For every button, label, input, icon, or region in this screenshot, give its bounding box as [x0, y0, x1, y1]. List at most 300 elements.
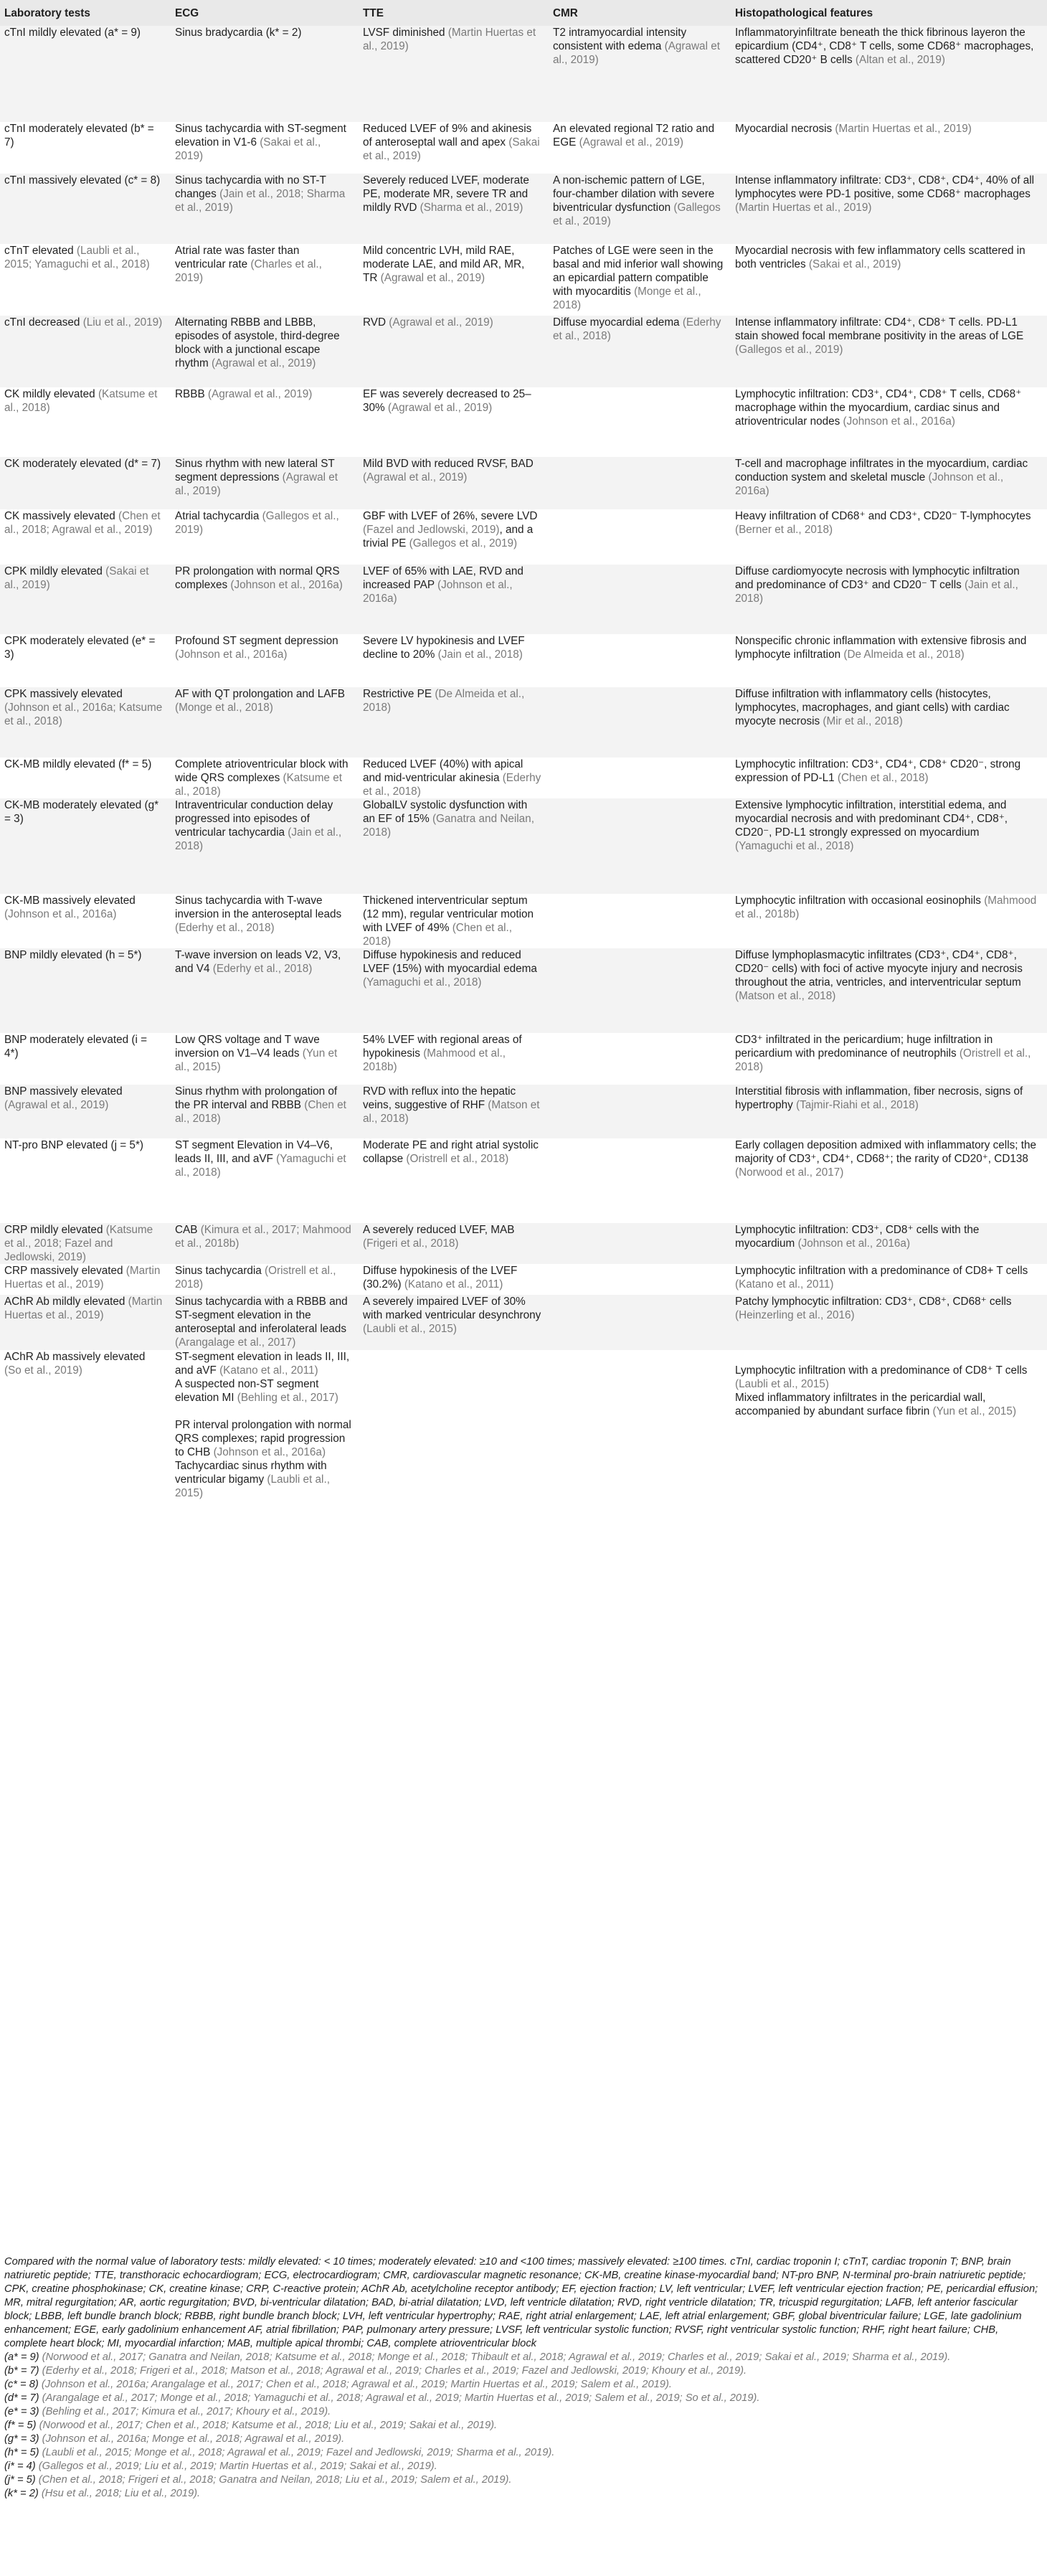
cell-text: Atrial rate was faster than ventricular rate	[175, 245, 300, 270]
cell-text: Diffuse cardiomyocyte necrosis with lymphocytic infiltration and predominance of CD3⁺ and CD20⁻ T cells	[735, 565, 1020, 591]
footnote-refs: (Arangalage et al., 2017; Monge et al., 2018; Yamaguchi et al., 2018; Agrawal et al., 2019; Martin Huertas et al., 2019; Salem et al., 2019; So et al., 2019).	[42, 2392, 760, 2404]
cell-text: Diffuse lymphoplasmacytic infiltrates (CD3⁺, CD4⁺, CD8⁺, CD20⁻ cells) with foci of active myocyte injury and necrosis throughout the atria, ventricles, and interventricular septum	[735, 949, 1023, 989]
citation: (Yamaguchi et al., 2018)	[735, 840, 854, 852]
cell-text: Sinus tachycardia with a RBBB and ST-segment elevation in the anteroseptal and inferolateral leads	[175, 1296, 348, 1335]
cmr-cell	[549, 798, 731, 894]
abbreviations-note: Compared with the normal value of laboratory tests: mildly elevated: < 10 times; moderately elevated: ≥10 and <100 times; massively elevated: ≥100 times. cTnI, cardiac troponin I; cTnT, cardiac troponin T; BNP, brain natriuretic peptide; TTE, transthoracic echocardiogram; ECG, electrocardiogram; CMR, cardiovascular magnetic resonance; CK-MB, creatine kinase-myocardial band; NT-pro BNP, N-terminal pro-brain natriuretic peptide; CPK, creatine phosphokinase; CK, creatine kinase; CRP, C-reactive protein; AChR Ab, acetylcholine receptor antibody; EF, ejection fraction; LV, left ventricular; LVEF, left ventricular ejection fraction; PE, pericardial effusion; MR, mitral regurgitation; AR, aortic regurgitation; BVD, bi-ventricular dilatation; BAD, bi-atrial dilatation; LVD, left ventricle dilatation; RVD, right ventricle dilatation; TR, tricuspid regurgitation; LAFB, left anterior fascicular block; LBBB, left bundle branch block; RBBB, right bundle branch block; LVH, left ventricular hypertrophy; RAE, right atrial enlargement; LAE, left atrial enlargement; GBF, global biventricular failure; LGE, late gadolinium enhancement; EGE, early gadolinium enhancement AF, atrial fibrillation; PAP, pulmonary artery pressure; LVSF, left ventricular systolic function; RVSF, right ventricular systolic function; RHF, right heart failure; CHB, complete heart block; MI, myocardial infarction; MAB, multiple apical thrombi; CAB, complete atrioventricular block	[4, 2256, 1038, 2349]
ecg-cell	[171, 894, 359, 948]
citation: (Matson et al., 2018)	[363, 1099, 540, 1125]
ecg-cell	[171, 1223, 359, 1264]
histopathology-cell	[731, 509, 1047, 565]
cell-text: A severely reduced LVEF, MAB	[363, 1224, 515, 1236]
footnote-refs: (Johnson et al., 2016a; Monge et al., 2018; Agrawal et al., 2019).	[42, 2433, 345, 2445]
cmr-cell	[549, 758, 731, 798]
lab-test-cell	[0, 26, 171, 122]
cell-text: LVSF diminished	[363, 27, 445, 39]
cell-text: Diffuse hypokinesis of the LVEF (30.2%)	[363, 1265, 518, 1291]
header-tte: TTE	[359, 0, 549, 26]
cell-text: AChR Ab massively elevated	[4, 1351, 146, 1363]
citation: (Johnson et al., 2016a; Katsume et al., 2018)	[4, 702, 163, 727]
cell-text: Mild concentric LVH, mild RAE, moderate LAE, and mild AR, MR, TR	[363, 245, 525, 284]
cell-text: CK moderately elevated (d* = 7)	[4, 458, 161, 470]
citation: (Agrawal et al., 2019)	[380, 272, 485, 284]
ecg-cell	[171, 798, 359, 894]
cell-text: GlobalLV systolic dysfunction with an EF of 15%	[363, 799, 528, 825]
footnote-refs: (Laubli et al., 2015; Monge et al., 2018; Agrawal et al., 2019; Fazel and Jedlowski, 2019; Sharma et al., 2019).	[42, 2447, 555, 2458]
citation: (Ederhy et al., 2018)	[553, 316, 721, 342]
cell-text: Thickened interventricular septum (12 mm), regular ventricular motion with LVEF of 49%	[363, 895, 534, 934]
footnote-item	[4, 2487, 1041, 2501]
cell-text: A non-ischemic pattern of LGE, four-chamber dilation with severe biventricular dysfunction	[553, 174, 715, 214]
citation: (Katano et al., 2011)	[219, 1364, 318, 1377]
tte-cell	[359, 316, 549, 387]
citation: (Sakai et al., 2019)	[363, 136, 540, 162]
cell-text: Sinus rhythm with prolongation of the PR interval and RBBB	[175, 1085, 338, 1111]
cmr-cell	[549, 894, 731, 948]
lab-test-cell	[0, 948, 171, 1033]
citation: (De Almeida et al., 2018)	[363, 688, 525, 714]
cell-text: CPK moderately elevated (e* = 3)	[4, 635, 156, 661]
citation: (Martin Huertas et al., 2019)	[735, 202, 872, 214]
cmr-cell	[549, 565, 731, 634]
cell-block	[735, 1350, 1040, 1364]
lab-test-cell	[0, 758, 171, 798]
citation: (Tajmir-Riahi et al., 2018)	[796, 1099, 919, 1111]
tte-cell	[359, 1295, 549, 1350]
cmr-cell	[549, 387, 731, 457]
cell-text: Intense inflammatory infiltrate: CD4⁺, CD8⁺ T cells. PD-L1 stain showed focal membrane positivity in the areas of LGE	[735, 316, 1024, 342]
histopathology-cell	[731, 948, 1047, 1033]
cell-text: cTnI decreased	[4, 316, 80, 329]
citation: (Monge et al., 2018)	[553, 286, 701, 311]
ecg-cell	[171, 244, 359, 316]
citation: (Johnson et al., 2016a)	[213, 1446, 326, 1458]
cell-text: 54% LVEF with regional areas of hypokinesis	[363, 1034, 522, 1060]
citation: (Yun et al., 2015)	[932, 1405, 1017, 1417]
citation: (Agrawal et al., 2019)	[4, 1099, 109, 1111]
citation: (Johnson et al., 2016a)	[230, 579, 343, 591]
cmr-cell	[549, 457, 731, 509]
tte-cell	[359, 758, 549, 798]
cell-text: Profound ST segment depression	[175, 635, 338, 647]
ecg-cell	[171, 1033, 359, 1085]
citation: (Ederhy et al., 2018)	[175, 922, 275, 934]
ecg-cell	[171, 758, 359, 798]
cell-text: CPK mildly elevated	[4, 565, 103, 577]
table-row	[0, 798, 1047, 894]
footnote-item	[4, 2419, 1041, 2433]
citation: (Berner et al., 2018)	[735, 524, 833, 536]
lab-test-cell	[0, 244, 171, 316]
cell-text: BNP mildly elevated (h = 5*)	[4, 949, 142, 961]
footnote-item	[4, 2351, 1041, 2364]
citation: (Johnson et al., 2016a)	[843, 415, 955, 428]
histopathology-cell	[731, 894, 1047, 948]
citation: (Yamaguchi et al., 2018)	[175, 1153, 346, 1179]
citation: (Johnson et al., 2016a)	[735, 471, 1004, 497]
footnote-key: (f* = 5)	[4, 2420, 37, 2431]
tte-cell	[359, 687, 549, 758]
tte-cell	[359, 26, 549, 122]
cell-text: Tachycardiac sinus rhythm with ventricular bigamy	[175, 1460, 327, 1486]
citation: (Fazel and Jedlowski, 2019)	[363, 524, 500, 536]
tte-cell	[359, 1350, 549, 1500]
cell-text: PR prolongation with normal QRS complexes	[175, 565, 340, 591]
cell-text: Intense inflammatory infiltrate: CD3⁺, CD8⁺, CD4⁺, 40% of all lymphocytes were PD-1 positive, some CD68⁺ macrophages	[735, 174, 1034, 200]
cell-text: CRP massively elevated	[4, 1265, 123, 1277]
cell-text: A suspected non-ST segment elevation MI	[175, 1378, 319, 1404]
citation: (Oristrell et al., 2018)	[175, 1265, 336, 1291]
citation: (Liu et al., 2019)	[82, 316, 163, 329]
table-row	[0, 1295, 1047, 1350]
table-row	[0, 687, 1047, 758]
cell-text: An elevated regional T2 ratio and EGE	[553, 123, 715, 148]
cell-text: CRP mildly elevated	[4, 1224, 103, 1236]
cell-block	[735, 1364, 1040, 1391]
tte-cell	[359, 244, 549, 316]
cell-text: Atrial tachycardia	[175, 510, 260, 522]
cell-text: Severe LV hypokinesis and LVEF decline to 20%	[363, 635, 525, 661]
ecg-cell	[171, 387, 359, 457]
cell-text: T2 intramyocardial intensity consistent with edema	[553, 27, 687, 52]
histopathology-cell	[731, 316, 1047, 387]
citation: (Norwood et al., 2017)	[735, 1166, 844, 1179]
cell-text: Sinus tachycardia with ST-segment elevation in V1-6	[175, 123, 346, 148]
table-row	[0, 1223, 1047, 1264]
lab-test-cell	[0, 387, 171, 457]
cell-text: A severely impaired LVEF of 30% with marked ventricular desynchrony	[363, 1296, 541, 1321]
citation: (Oristrell et al., 2018)	[406, 1153, 509, 1165]
citation: (Yamaguchi et al., 2018)	[363, 976, 482, 989]
citation: (Arangalage et al., 2017)	[175, 1336, 296, 1349]
citation: (Monge et al., 2018)	[175, 702, 273, 714]
citation: (Gallegos et al., 2019)	[735, 344, 843, 356]
citation: (Agrawal et al., 2019)	[579, 136, 683, 148]
table-row	[0, 894, 1047, 948]
citation: (Martin Huertas et al., 2019)	[4, 1296, 163, 1321]
cell-text: Intraventricular conduction delay progressed into episodes of ventricular tachycardia	[175, 799, 333, 839]
cell-text: Complete atrioventricular block with wide QRS complexes	[175, 758, 349, 784]
table-row	[0, 565, 1047, 634]
table-row	[0, 509, 1047, 565]
citation: (Matson et al., 2018)	[735, 990, 836, 1002]
citation: (Jain et al., 2018)	[437, 648, 523, 661]
cell-text: Mixed inflammatory infiltrates in the pericardial wall, accompanied by abundant surface fibrin	[735, 1392, 986, 1417]
citation: (Laubli et al., 2015)	[363, 1323, 457, 1335]
histopathology-cell	[731, 1033, 1047, 1085]
citation: (Sakai et al., 2019)	[175, 136, 321, 162]
citation: (Agrawal et al., 2019)	[363, 471, 468, 483]
cell-text: Heavy infiltration of CD68⁺ and CD3⁺, CD20⁻ T-lymphocytes	[735, 510, 1031, 522]
lab-test-cell	[0, 565, 171, 634]
histopathology-cell	[731, 244, 1047, 316]
lab-test-cell	[0, 1350, 171, 1500]
cell-text: PR interval prolongation with normal QRS complexes; rapid progression to CHB	[175, 1419, 351, 1458]
footnote-item	[4, 2473, 1041, 2487]
cmr-cell	[549, 1350, 731, 1500]
cell-text: NT-pro BNP elevated (j = 5*)	[4, 1139, 143, 1151]
cell-text: cTnI mildly elevated (a* = 9)	[4, 27, 141, 39]
tte-cell	[359, 387, 549, 457]
citation: (Gallegos et al., 2019)	[409, 537, 518, 549]
cell-text: Sinus rhythm with new lateral ST segment depressions	[175, 458, 335, 483]
lab-test-cell	[0, 1033, 171, 1085]
cell-text: CK-MB massively elevated	[4, 895, 136, 907]
table-row	[0, 244, 1047, 316]
citation: (Katano et al., 2011)	[735, 1278, 834, 1291]
cell-text: CK-MB moderately elevated (g* = 3)	[4, 799, 159, 825]
cell-text: Lymphocytic infiltration: CD3⁺, CD4⁺, CD8⁺ T cells, CD68⁺ macrophage within the myocardium, cardiac sinus and atrioventricular nodes	[735, 388, 1022, 428]
histopathology-cell	[731, 26, 1047, 122]
cell-text: Diffuse infiltration with inflammatory cells (histocytes, lymphocytes, macrophages, and giant cells) with cardiac myocyte necrosis	[735, 688, 1010, 727]
footnote-key: (i* = 4)	[4, 2461, 36, 2472]
footnote-key: (a* = 9)	[4, 2351, 39, 2363]
footnote-item	[4, 2392, 1041, 2405]
tte-cell	[359, 457, 549, 509]
cell-text: CAB	[175, 1224, 198, 1236]
cell-text: Early collagen deposition admixed with inflammatory cells; the majority of CD3⁺, CD4⁺, CD68⁺; the rarity of CD20⁺, CD138	[735, 1139, 1037, 1165]
citation: (Agrawal et al., 2019)	[553, 40, 720, 66]
tte-cell	[359, 1033, 549, 1085]
cell-text: LVEF of 65% with LAE, RVD and increased PAP	[363, 565, 524, 591]
cell-block	[735, 1391, 1040, 1418]
lab-test-cell	[0, 894, 171, 948]
histopathology-cell	[731, 1085, 1047, 1138]
footnote-refs: (Ederhy et al., 2018; Frigeri et al., 2018; Matson et al., 2018; Agrawal et al., 2019; Charles et al., 2019; Fazel and Jedlowski, 2019; Khoury et al., 2019).	[42, 2365, 747, 2377]
tte-cell	[359, 948, 549, 1033]
citation: (So et al., 2019)	[4, 1364, 82, 1377]
citation: (Martin Huertas et al., 2019)	[835, 123, 972, 135]
citation: (Sakai et al., 2019)	[808, 258, 901, 270]
histopathology-cell	[731, 798, 1047, 894]
cell-text: Patches of LGE were seen in the basal and mid inferior wall showing an epicardial pattern compatible with myocarditis	[553, 245, 724, 298]
footnote-refs: (Norwood et al., 2017; Chen et al., 2018; Katsume et al., 2018; Liu et al., 2019; Sakai et al., 2019).	[39, 2420, 498, 2431]
citation: (Johnson et al., 2016a)	[363, 579, 513, 605]
citation: (Chen et al., 2018)	[363, 922, 513, 948]
histopathology-cell	[731, 122, 1047, 174]
cell-text: RBBB	[175, 388, 205, 400]
lab-test-cell	[0, 798, 171, 894]
citation: (Sakai et al., 2019)	[4, 565, 149, 591]
cell-text: , and a trivial PE	[363, 524, 534, 549]
tte-cell	[359, 1223, 549, 1264]
lab-test-cell	[0, 174, 171, 244]
citation: (Agrawal et al., 2019)	[389, 316, 493, 329]
cmr-cell	[549, 26, 731, 122]
cell-text: Reduced LVEF (40%) with apical and mid-ventricular akinesia	[363, 758, 524, 784]
ecg-cell	[171, 687, 359, 758]
cmr-cell	[549, 634, 731, 687]
citation: (Johnson et al., 2016a)	[175, 648, 288, 661]
footnote-item	[4, 2364, 1041, 2378]
cell-text: EF was severely decreased to 25–30%	[363, 388, 531, 414]
cell-text: Low QRS voltage and T wave inversion on V1–V4 leads	[175, 1034, 320, 1060]
footnote-key: (g* = 3)	[4, 2433, 39, 2445]
citation: (Charles et al., 2019)	[175, 258, 322, 284]
cmr-cell	[549, 509, 731, 565]
footnote-item	[4, 2433, 1041, 2446]
citation: (Ederhy et al., 2018)	[363, 772, 541, 798]
citation: (Yun et al., 2015)	[175, 1047, 338, 1073]
cell-block	[175, 1459, 351, 1500]
histopathology-cell	[731, 1138, 1047, 1223]
tte-cell	[359, 894, 549, 948]
cell-text: Lymphocytic infiltration: CD3⁺, CD4⁺, CD8⁺ CD20⁻, strong expression of PD-L1	[735, 758, 1021, 784]
citation: (Agrawal et al., 2019)	[387, 402, 493, 414]
cmr-cell	[549, 174, 731, 244]
histopathology-cell	[731, 565, 1047, 634]
cell-text: T-wave inversion on leads V2, V3, and V4	[175, 949, 341, 975]
ecg-cell	[171, 509, 359, 565]
cell-text: Reduced LVEF of 9% and akinesis of anteroseptal wall and apex	[363, 123, 532, 148]
footnote-item	[4, 2460, 1041, 2473]
table-row	[0, 26, 1047, 122]
citation: (Kimura et al., 2017; Mahmood et al., 2018b)	[175, 1224, 351, 1250]
citation: (Chen et al., 2018)	[837, 772, 929, 784]
citation: (Martin Huertas et al., 2019)	[363, 27, 536, 52]
cell-text: Lymphocytic infiltration with a predominance of CD8⁺ T cells	[735, 1364, 1028, 1377]
cell-block	[175, 1418, 351, 1459]
histopathology-cell	[731, 387, 1047, 457]
header-ecg: ECG	[171, 0, 359, 26]
citation: (Laubli et al., 2015)	[175, 1473, 330, 1499]
cmr-cell	[549, 687, 731, 758]
cell-text: CD3⁺ infiltrated in the pericardium; huge infiltration in pericardium with predominance of neutrophils	[735, 1034, 993, 1060]
citation: (Agrawal et al., 2019)	[175, 471, 338, 497]
lab-test-cell	[0, 509, 171, 565]
cmr-cell	[549, 1085, 731, 1138]
table-row	[0, 1138, 1047, 1223]
cell-block	[175, 1377, 351, 1405]
citation: (Martin Huertas et al., 2019)	[4, 1265, 161, 1291]
cell-text: Diffuse hypokinesis and reduced LVEF (15%) with myocardial edema	[363, 949, 537, 975]
table-header-row	[0, 0, 1047, 26]
histopathology-cell	[731, 174, 1047, 244]
tte-cell	[359, 565, 549, 634]
footnote-refs: (Gallegos et al., 2019; Liu et al., 2019; Martin Huertas et al., 2019; Sakai et al., 2019).	[38, 2461, 437, 2472]
ecg-cell	[171, 1295, 359, 1350]
cell-text: Interstitial fibrosis with inflammation, fiber necrosis, signs of hypertrophy	[735, 1085, 1023, 1111]
cell-text: Moderate PE and right atrial systolic collapse	[363, 1139, 539, 1165]
cell-text: RVD with reflux into the hepatic veins, suggestive of RHF	[363, 1085, 516, 1111]
lab-test-cell	[0, 122, 171, 174]
citation: (Jain et al., 2018)	[735, 579, 1018, 605]
cell-text: BNP massively elevated	[4, 1085, 123, 1098]
ecg-cell	[171, 634, 359, 687]
tte-cell	[359, 1138, 549, 1223]
tte-cell	[359, 122, 549, 174]
cell-text: CK-MB mildly elevated (f* = 5)	[4, 758, 152, 770]
lab-test-cell	[0, 1138, 171, 1223]
cmr-cell	[549, 1264, 731, 1295]
table-row	[0, 122, 1047, 174]
cell-text: Nonspecific chronic inflammation with extensive fibrosis and lymphocyte infiltration	[735, 635, 1027, 661]
citation: (Jain et al., 2018; Sharma et al., 2019)	[175, 188, 346, 214]
cmr-cell	[549, 1138, 731, 1223]
histopathology-cell	[731, 758, 1047, 798]
cell-text: Lymphocytic infiltration with a predominance of CD8+ T cells	[735, 1265, 1028, 1277]
citation: (Altan et al., 2019)	[855, 54, 945, 66]
cell-text: Severely reduced LVEF, moderate PE, moderate MR, severe TR and mildly RVD	[363, 174, 529, 214]
citation: (Heinzerling et al., 2016)	[735, 1309, 855, 1321]
citation: (Mir et al., 2018)	[823, 715, 903, 727]
citation: (Sharma et al., 2019)	[420, 202, 524, 214]
cell-text: Sinus tachycardia with T-wave inversion in the anteroseptal leads	[175, 895, 342, 920]
ecg-cell	[171, 316, 359, 387]
cmr-cell	[549, 948, 731, 1033]
citation: (Ganatra and Neilan, 2018)	[363, 813, 534, 839]
footnote-refs: (Behling et al., 2017; Kimura et al., 2017; Khoury et al., 2019).	[42, 2406, 331, 2417]
cell-text: Mild BVD with reduced RVSF, BAD	[363, 458, 534, 470]
histopathology-cell	[731, 1350, 1047, 1500]
header-histopathology: Histopathological features	[731, 0, 1047, 26]
cell-text: Inflammatoryinfiltrate beneath the thick fibrinous layeron the epicardium (CD4⁺, CD8⁺ T cells, some CD68⁺ macrophages, scattered CD20⁺ B cells	[735, 27, 1034, 66]
cell-text: GBF with LVEF of 26%, severe LVD	[363, 510, 538, 522]
cell-text: cTnT elevated	[4, 245, 74, 257]
histopathology-cell	[731, 687, 1047, 758]
tte-cell	[359, 634, 549, 687]
cell-text: Sinus tachycardia with no ST-T changes	[175, 174, 326, 200]
cell-text: Lymphocytic infiltration: CD3⁺, CD8⁺ cells with the myocardium	[735, 1224, 980, 1250]
citation: (Oristrell et al., 2018)	[735, 1047, 1031, 1073]
lab-test-cell	[0, 457, 171, 509]
histopathology-cell	[731, 1264, 1047, 1295]
ecg-cell	[171, 26, 359, 122]
cell-text: AChR Ab mildly elevated	[4, 1296, 125, 1308]
citation: (Chen et al., 2018; Agrawal et al., 2019)	[4, 510, 161, 536]
table-row	[0, 1264, 1047, 1295]
lab-test-cell	[0, 634, 171, 687]
footnote-item	[4, 2446, 1041, 2460]
citation: (Frigeri et al., 2018)	[363, 1237, 459, 1250]
cell-text: Patchy lymphocytic infiltration: CD3⁺, CD8⁺, CD68⁺ cells	[735, 1296, 1012, 1308]
cell-text: ST segment Elevation in V4–V6, leads II, III, and aVF	[175, 1139, 333, 1165]
ecg-cell	[171, 948, 359, 1033]
cell-text: CK mildly elevated	[4, 388, 95, 400]
cell-text: RVD	[363, 316, 387, 329]
footnote-refs: (Hsu et al., 2018; Liu et al., 2019).	[41, 2488, 201, 2499]
cell-text: Restrictive PE	[363, 688, 432, 700]
cell-text: cTnI moderately elevated (b* = 7)	[4, 123, 154, 148]
cell-text: Extensive lymphocytic infiltration, interstitial edema, and myocardial necrosis and with predominant CD4⁺, CD8⁺, CD20⁻, PD-L1 strongly expressed on myocardium	[735, 799, 1008, 839]
footnote-refs: (Chen et al., 2018; Frigeri et al., 2018; Ganatra and Neilan, 2018; Liu et al., 2019; Salem et al., 2019).	[38, 2474, 512, 2486]
citation: (Katano et al., 2011)	[404, 1278, 503, 1291]
ecg-cell	[171, 1138, 359, 1223]
tte-cell	[359, 174, 549, 244]
cell-text: Diffuse myocardial edema	[553, 316, 680, 329]
tte-cell	[359, 1085, 549, 1138]
citation: (Mahmood et al., 2018b)	[363, 1047, 506, 1073]
table-row	[0, 1350, 1047, 1500]
citation: (Agrawal et al., 2019)	[212, 357, 316, 369]
citation: (Ederhy et al., 2018)	[212, 963, 313, 975]
cell-block	[175, 1405, 351, 1418]
footnote-key: (c* = 8)	[4, 2379, 39, 2390]
cmr-cell	[549, 1295, 731, 1350]
lab-test-cell	[0, 1295, 171, 1350]
header-laboratory-tests: Laboratory tests	[0, 0, 171, 26]
citation: (Katsume et al., 2018; Fazel and Jedlowski, 2019)	[4, 1224, 153, 1263]
lab-test-cell	[0, 687, 171, 758]
histopathology-cell	[731, 457, 1047, 509]
footnote-refs: (Norwood et al., 2017; Ganatra and Neilan, 2018; Katsume et al., 2018; Monge et al., 2018; Thibault et al., 2018; Agrawal et al., 2019; Charles et al., 2019; Sakai et al., 2019; Sharma et al., 2019).	[42, 2351, 951, 2363]
cmr-cell	[549, 1223, 731, 1264]
cmr-cell	[549, 244, 731, 316]
table-row	[0, 387, 1047, 457]
lab-test-cell	[0, 1264, 171, 1295]
cmr-cell	[549, 316, 731, 387]
tte-cell	[359, 1264, 549, 1295]
